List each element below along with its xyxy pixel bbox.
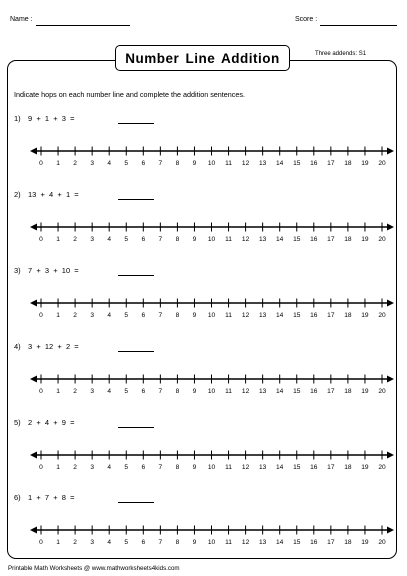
tick-label: 17 — [327, 539, 335, 546]
problem-5 — [14, 418, 75, 427]
tick-label: 17 — [327, 464, 335, 471]
tick-label: 20 — [378, 160, 386, 167]
tick-label: 14 — [276, 160, 284, 167]
tick-label: 17 — [327, 160, 335, 167]
answer-blank[interactable] — [118, 275, 154, 276]
tick-label: 8 — [175, 312, 180, 319]
tick-label: 8 — [175, 388, 180, 395]
number-line — [0, 295, 407, 319]
tick-label: 0 — [39, 464, 43, 471]
tick-label: 13 — [258, 464, 267, 471]
tick-label: 16 — [310, 236, 318, 243]
tick-label: 11 — [225, 464, 232, 471]
tick-label: 1 — [56, 464, 60, 471]
tick-label: 14 — [276, 539, 284, 546]
number-line — [0, 522, 407, 546]
problem-1 — [14, 114, 75, 123]
tick-label: 6 — [141, 388, 146, 395]
answer-blank[interactable] — [118, 427, 154, 428]
tick-label: 13 — [258, 539, 267, 546]
problem-number: 3) — [14, 266, 21, 275]
worksheet-title: Number Line Addition — [115, 45, 290, 71]
tick-label: 9 — [192, 312, 197, 319]
problem-expression: 13 + 4 + 1 = — [28, 190, 79, 199]
tick-label: 7 — [158, 312, 163, 319]
tick-label: 8 — [175, 464, 180, 471]
tick-label: 1 — [56, 312, 60, 319]
tick-label: 3 — [90, 539, 94, 546]
problem-6 — [14, 493, 75, 502]
tick-label: 17 — [327, 312, 335, 319]
name-field[interactable] — [36, 25, 130, 26]
tick-label: 11 — [225, 236, 232, 243]
tick-label: 0 — [39, 160, 43, 167]
tick-label: 17 — [327, 388, 335, 395]
problem-2 — [14, 190, 79, 199]
tick-label: 0 — [39, 388, 43, 395]
tick-label: 19 — [361, 236, 369, 243]
tick-label: 5 — [124, 160, 129, 167]
tick-label: 2 — [73, 539, 77, 546]
tick-label: 13 — [258, 236, 267, 243]
tick-label: 13 — [258, 388, 267, 395]
number-line — [0, 371, 407, 395]
tick-label: 10 — [207, 539, 216, 546]
tick-label: 20 — [378, 236, 386, 243]
problem-expression: 7 + 3 + 10 = — [28, 266, 79, 275]
tick-label: 4 — [107, 464, 112, 471]
arrow-left-icon — [30, 224, 37, 231]
tick-label: 9 — [192, 160, 197, 167]
tick-label: 4 — [107, 539, 112, 546]
tick-label: 0 — [39, 312, 43, 319]
tick-label: 11 — [225, 160, 232, 167]
arrow-left-icon — [30, 300, 37, 307]
problem-expression: 9 + 1 + 3 = — [28, 114, 75, 123]
tick-label: 18 — [344, 388, 352, 395]
tick-label: 14 — [276, 464, 284, 471]
tick-label: 19 — [361, 464, 369, 471]
tick-label: 14 — [276, 312, 284, 319]
tick-label: 11 — [225, 388, 232, 395]
problem-4 — [14, 342, 79, 351]
tick-label: 2 — [73, 464, 77, 471]
tick-label: 16 — [310, 388, 318, 395]
tick-label: 5 — [124, 388, 129, 395]
tick-label: 12 — [241, 312, 250, 319]
tick-label: 11 — [225, 539, 232, 546]
tick-label: 1 — [56, 388, 60, 395]
tick-label: 1 — [56, 539, 60, 546]
tick-label: 19 — [361, 388, 369, 395]
tick-label: 10 — [207, 236, 216, 243]
arrow-right-icon — [387, 376, 394, 383]
tick-label: 6 — [141, 464, 146, 471]
footer-credit: Printable Math Worksheets @ www.mathworksheets4kids.com — [8, 565, 180, 572]
arrow-left-icon — [30, 527, 37, 534]
tick-label: 12 — [241, 539, 250, 546]
problem-expression: 2 + 4 + 9 = — [28, 418, 75, 427]
tick-label: 7 — [158, 539, 163, 546]
tick-label: 14 — [276, 236, 284, 243]
number-line — [0, 143, 407, 167]
tick-label: 13 — [258, 312, 267, 319]
arrow-right-icon — [387, 148, 394, 155]
problem-number: 2) — [14, 190, 21, 199]
tick-label: 0 — [39, 236, 43, 243]
tick-label: 18 — [344, 312, 352, 319]
answer-blank[interactable] — [118, 502, 154, 503]
score-label: Score : — [295, 16, 318, 23]
score-field[interactable] — [320, 25, 397, 26]
tick-label: 12 — [241, 388, 250, 395]
tick-label: 2 — [73, 388, 77, 395]
instructions: Indicate hops on each number line and complete the addition sentences. — [14, 90, 245, 99]
tick-label: 9 — [192, 464, 197, 471]
tick-label: 3 — [90, 312, 94, 319]
tick-label: 9 — [192, 388, 197, 395]
tick-label: 10 — [207, 464, 216, 471]
tick-label: 5 — [124, 539, 129, 546]
tick-label: 9 — [192, 539, 197, 546]
tick-label: 14 — [276, 388, 284, 395]
answer-blank[interactable] — [118, 123, 154, 124]
tick-label: 12 — [241, 236, 250, 243]
tick-label: 6 — [141, 160, 146, 167]
tick-label: 19 — [361, 312, 369, 319]
answer-blank[interactable] — [118, 199, 154, 200]
problem-expression: 1 + 7 + 8 = — [28, 493, 75, 502]
tick-label: 5 — [124, 312, 129, 319]
arrow-left-icon — [30, 452, 37, 459]
tick-label: 7 — [158, 160, 163, 167]
tick-label: 6 — [141, 312, 146, 319]
tick-label: 18 — [344, 160, 352, 167]
tick-label: 15 — [293, 539, 301, 546]
tick-label: 2 — [73, 236, 77, 243]
problem-number: 5) — [14, 418, 21, 427]
tick-label: 12 — [241, 160, 250, 167]
arrow-left-icon — [30, 376, 37, 383]
tick-label: 0 — [39, 539, 43, 546]
number-line — [0, 219, 407, 243]
tick-label: 15 — [293, 388, 301, 395]
tick-label: 6 — [141, 236, 146, 243]
tick-label: 16 — [310, 539, 318, 546]
arrow-right-icon — [387, 527, 394, 534]
tick-label: 3 — [90, 236, 94, 243]
tick-label: 4 — [107, 236, 112, 243]
tick-label: 3 — [90, 160, 94, 167]
tick-label: 10 — [207, 388, 216, 395]
tick-label: 2 — [73, 160, 77, 167]
arrow-right-icon — [387, 300, 394, 307]
tick-label: 8 — [175, 236, 180, 243]
tick-label: 20 — [378, 539, 386, 546]
tick-label: 16 — [310, 160, 318, 167]
tick-label: 15 — [293, 464, 301, 471]
tick-label: 4 — [107, 388, 112, 395]
tick-label: 4 — [107, 312, 112, 319]
tick-label: 5 — [124, 236, 129, 243]
tick-label: 10 — [207, 160, 216, 167]
arrow-left-icon — [30, 148, 37, 155]
tick-label: 15 — [293, 160, 301, 167]
tick-label: 2 — [73, 312, 77, 319]
tick-label: 17 — [327, 236, 335, 243]
tick-label: 1 — [56, 236, 60, 243]
arrow-right-icon — [387, 224, 394, 231]
tick-label: 12 — [241, 464, 250, 471]
arrow-right-icon — [387, 452, 394, 459]
tick-label: 5 — [124, 464, 129, 471]
answer-blank[interactable] — [118, 351, 154, 352]
tick-label: 3 — [90, 464, 94, 471]
tick-label: 4 — [107, 160, 112, 167]
tick-label: 13 — [258, 160, 267, 167]
tick-label: 15 — [293, 236, 301, 243]
problem-expression: 3 + 12 + 2 = — [28, 342, 79, 351]
name-label: Name : — [10, 16, 33, 23]
tick-label: 20 — [378, 464, 386, 471]
worksheet-subtitle: Three addends: S1 — [315, 51, 367, 57]
problem-3 — [14, 266, 79, 275]
tick-label: 18 — [344, 236, 352, 243]
tick-label: 9 — [192, 236, 197, 243]
tick-label: 19 — [361, 160, 369, 167]
tick-label: 16 — [310, 312, 318, 319]
problem-number: 1) — [14, 114, 21, 123]
problem-number: 6) — [14, 493, 21, 502]
tick-label: 7 — [158, 236, 163, 243]
tick-label: 18 — [344, 464, 352, 471]
tick-label: 20 — [378, 312, 386, 319]
tick-label: 10 — [207, 312, 216, 319]
tick-label: 8 — [175, 160, 180, 167]
tick-label: 15 — [293, 312, 301, 319]
tick-label: 20 — [378, 388, 386, 395]
tick-label: 19 — [361, 539, 369, 546]
problem-number: 4) — [14, 342, 21, 351]
tick-label: 11 — [225, 312, 232, 319]
tick-label: 1 — [56, 160, 60, 167]
tick-label: 7 — [158, 464, 163, 471]
tick-label: 6 — [141, 539, 146, 546]
tick-label: 18 — [344, 539, 352, 546]
tick-label: 16 — [310, 464, 318, 471]
tick-label: 8 — [175, 539, 180, 546]
tick-label: 7 — [158, 388, 163, 395]
number-line — [0, 447, 407, 471]
tick-label: 3 — [90, 388, 94, 395]
